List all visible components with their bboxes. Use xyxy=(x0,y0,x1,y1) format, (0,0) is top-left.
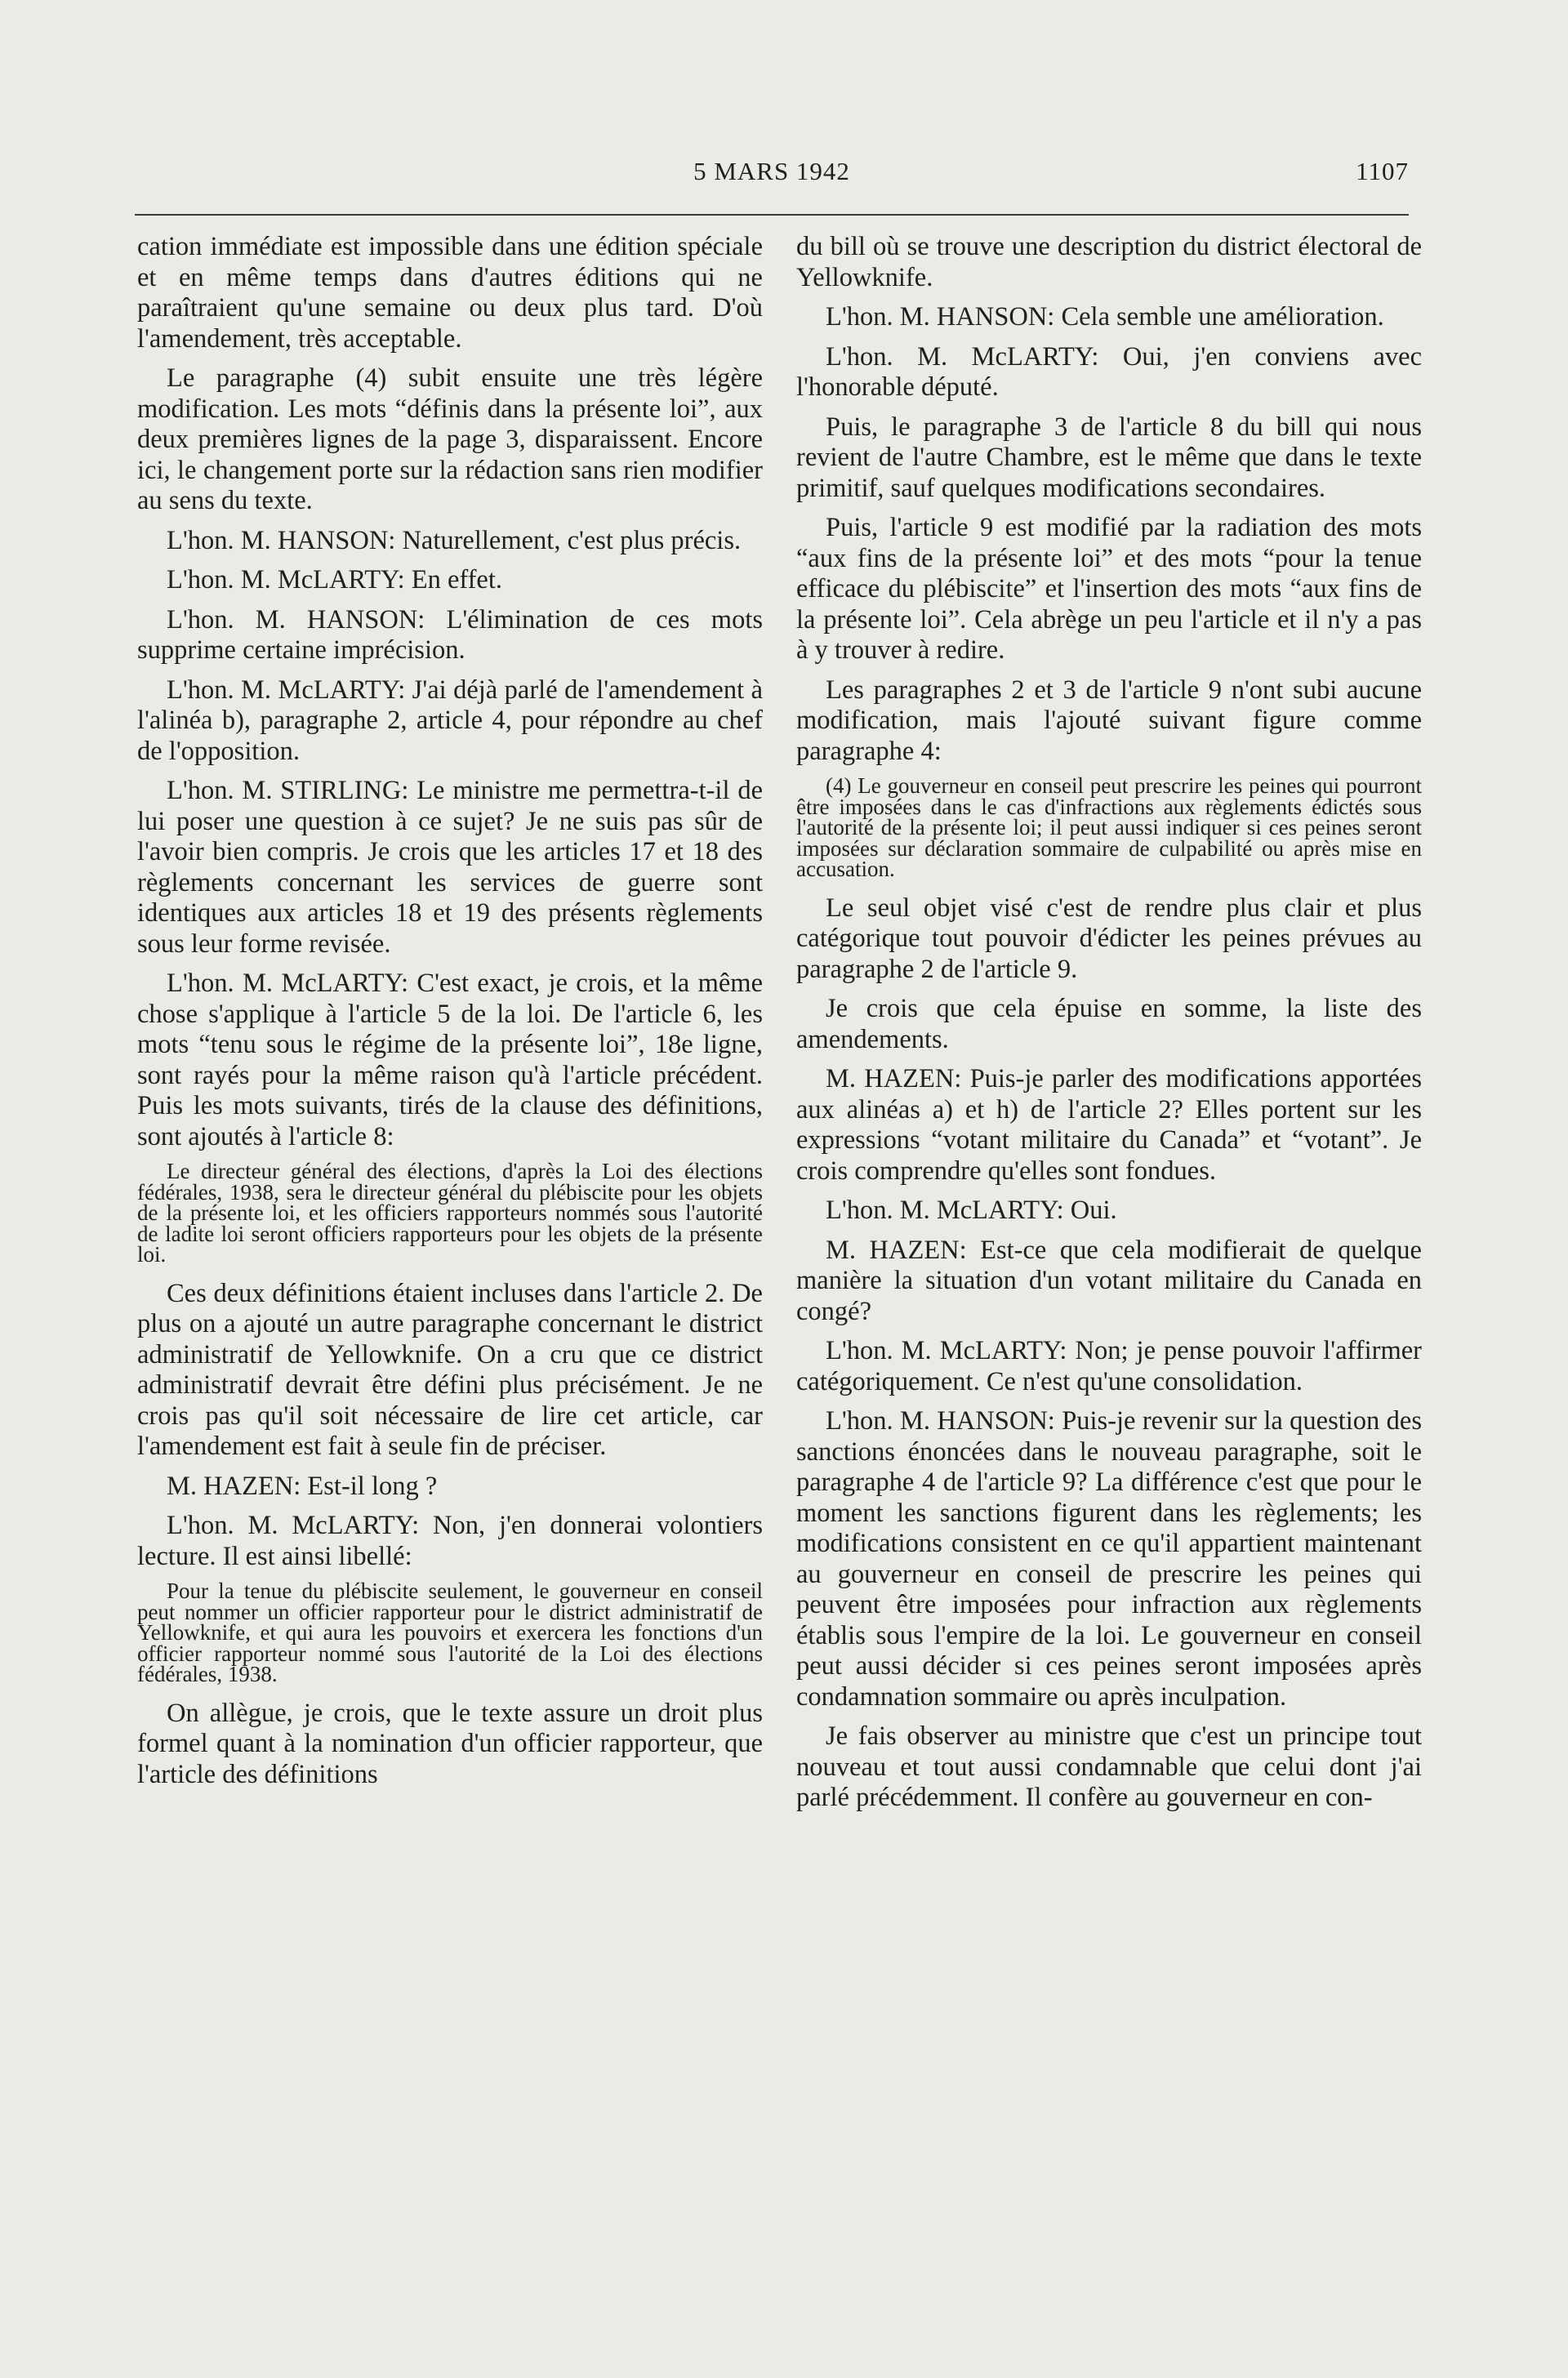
paragraph: L'hon. M. STIRLING: Le ministre me permettra-t-il de lui poser une question à ce sujet? Je ne suis pas sûr de l'avoir bien compris. Je crois que les articles 17 et 18 des règlements concernant les services de guerre sont identiques aux articles 18 et 19 des présents règlements sous leur forme revisée. xyxy=(137,776,763,959)
paragraph: L'hon. M. McLARTY: Non, j'en donnerai volontiers lecture. Il est ainsi libellé: xyxy=(137,1511,763,1571)
header-date: 5 MARS 1942 xyxy=(693,157,850,185)
paragraph: L'hon. M. McLARTY: Oui. xyxy=(826,1196,1117,1225)
paragraph: Les paragraphes 2 et 3 de l'article 9 n'ont subi aucune modification, mais l'ajouté suivant figure comme paragraphe 4: xyxy=(796,675,1422,766)
paragraph: L'hon. M. HANSON: Naturellement, c'est plus précis. xyxy=(167,525,742,555)
paragraph: du bill où se trouve une description du district électoral de Yellowknife. xyxy=(796,232,1422,292)
page-number: 1107 xyxy=(1356,157,1409,185)
right-column xyxy=(796,232,1422,1823)
paragraph: L'hon. M. McLARTY: J'ai déjà parlé de l'amendement à l'alinéa b), paragraphe 2, article 4, pour répondre au chef de l'opposition. xyxy=(137,675,763,766)
paragraph: M. HAZEN: Est-ce que cela modifierait de quelque manière la situation d'un votant militaire du Canada en congé? xyxy=(796,1235,1422,1326)
paragraph: On allègue, je crois, que le texte assure un droit plus formel quant à la nomination d'un officier rapporteur, que l'article des définitions xyxy=(137,1698,763,1789)
paragraph: L'hon. M. McLARTY: En effet. xyxy=(167,565,503,594)
paragraph: Ces deux définitions étaient incluses dans l'article 2. De plus on a ajouté un autre paragraphe concernant le district administratif de Yellowknife. On a cru que ce district administratif devrait être défini plus précisément. Je ne crois pas qu'il soit nécessaire de lire cet article, car l'amendement est fait à seule fin de préciser. xyxy=(137,1278,763,1461)
paragraph: L'hon. M. McLARTY: Oui, j'en conviens avec l'honorable député. xyxy=(796,341,1422,402)
paragraph: Je crois que cela épuise en somme, la liste des amendements. xyxy=(796,994,1422,1054)
quoted-text: Pour la tenue du plébiscite seulement, le gouverneur en conseil peut nommer un officier rapporteur pour le district administratif de Yellowknife, et qui aura les pouvoirs et exercera les fonctions d'un officier rapporteur nommé sous l'autorité de la Loi des élections fédérales, 1938. xyxy=(137,1579,763,1686)
quoted-text: Le directeur général des élections, d'après la Loi des élections fédérales, 1938, sera le directeur général du plébiscite pour les objets de la présente loi, et les officiers rapporteurs nommés sous l'autorité de ladite loi seront officiers rapporteurs pour les objets de la présente loi. xyxy=(137,1159,763,1267)
paragraph: L'hon. M. McLARTY: C'est exact, je crois, et la même chose s'applique à l'article 5 de la loi. De l'article 6, les mots “tenu sous le régime de la présente loi”, 18e ligne, sont rayés pour la même raison qu'à l'article précédent. Puis les mots suivants, tirés de la clause des définitions, sont ajoutés à l'article 8: xyxy=(137,969,763,1151)
page-header xyxy=(135,157,1409,189)
paragraph: L'hon. M. McLARTY: Non; je pense pouvoir l'affirmer catégoriquement. Ce n'est qu'une consolidation. xyxy=(796,1336,1422,1396)
paragraph: L'hon. M. HANSON: Cela semble une amélioration. xyxy=(826,302,1384,332)
paragraph: M. HAZEN: Puis-je parler des modifications apportées aux alinéas a) et h) de l'article 2? Elles portent sur les expressions “votant militaire du Canada” et “votant”. Je crois comprendre qu'elles sont fondues. xyxy=(796,1064,1422,1186)
paragraph: Puis, le paragraphe 3 de l'article 8 du bill qui nous revient de l'autre Chambre, est le même que dans le texte primitif, sauf quelques modifications secondaires. xyxy=(796,412,1422,503)
paragraph: cation immédiate est impossible dans une édition spéciale et en même temps dans d'autres éditions qui ne paraîtraient qu'une semaine ou deux plus tard. D'où l'amendement, très acceptable. xyxy=(137,232,763,354)
paragraph: M. HAZEN: Est-il long ? xyxy=(167,1471,438,1501)
paragraph: Le seul objet visé c'est de rendre plus clair et plus catégorique tout pouvoir d'édicter les peines prévues au paragraphe 2 de l'article 9. xyxy=(796,893,1422,984)
paragraph: Puis, l'article 9 est modifié par la radiation des mots “aux fins de la présente loi” et des mots “pour la tenue efficace du plébiscite” et l'insertion des mots “aux fins de la présente loi”. Cela abrège un peu l'article et il n'y a pas à y trouver à redire. xyxy=(796,513,1422,665)
paragraph: L'hon. M. HANSON: Puis-je revenir sur la question des sanctions énoncées dans le nouveau paragraphe, soit le paragraphe 4 de l'article 9? La différence c'est que pour le moment les sanctions figurent dans les règlements; les modifications consistent en ce qu'il appartient maintenant au gouverneur en conseil de prescrire les peines qui peuvent être imposées pour infraction aux règlements établis sous l'empire de la loi. Le gouverneur en conseil peut aussi décider si ces peines seront imposées après condamnation sommaire ou après inculpation. xyxy=(796,1406,1422,1712)
header-rule xyxy=(135,214,1409,216)
paragraph: L'hon. M. HANSON: L'élimination de ces mots supprime certaine imprécision. xyxy=(137,604,763,665)
paragraph: Le paragraphe (4) subit ensuite une très légère modification. Les mots “définis dans la présente loi”, aux deux premières lignes de la page 3, disparaissent. Encore ici, le changement porte sur la rédaction sans rien modifier au sens du texte. xyxy=(137,363,763,515)
quoted-text: (4) Le gouverneur en conseil peut prescrire les peines qui pourront être imposées dans le cas d'infractions aux règlements édictés sous l'autorité de la présente loi; il peut aussi indiquer si ces peines seront imposées sur déclaration sommaire de culpabilité ou après mise en accusation. xyxy=(796,773,1422,881)
left-column xyxy=(137,232,763,1799)
paragraph: Je fais observer au ministre que c'est un principe tout nouveau et tout aussi condamnable que celui dont j'ai parlé précédemment. Il confère au gouverneur en con- xyxy=(796,1721,1422,1812)
